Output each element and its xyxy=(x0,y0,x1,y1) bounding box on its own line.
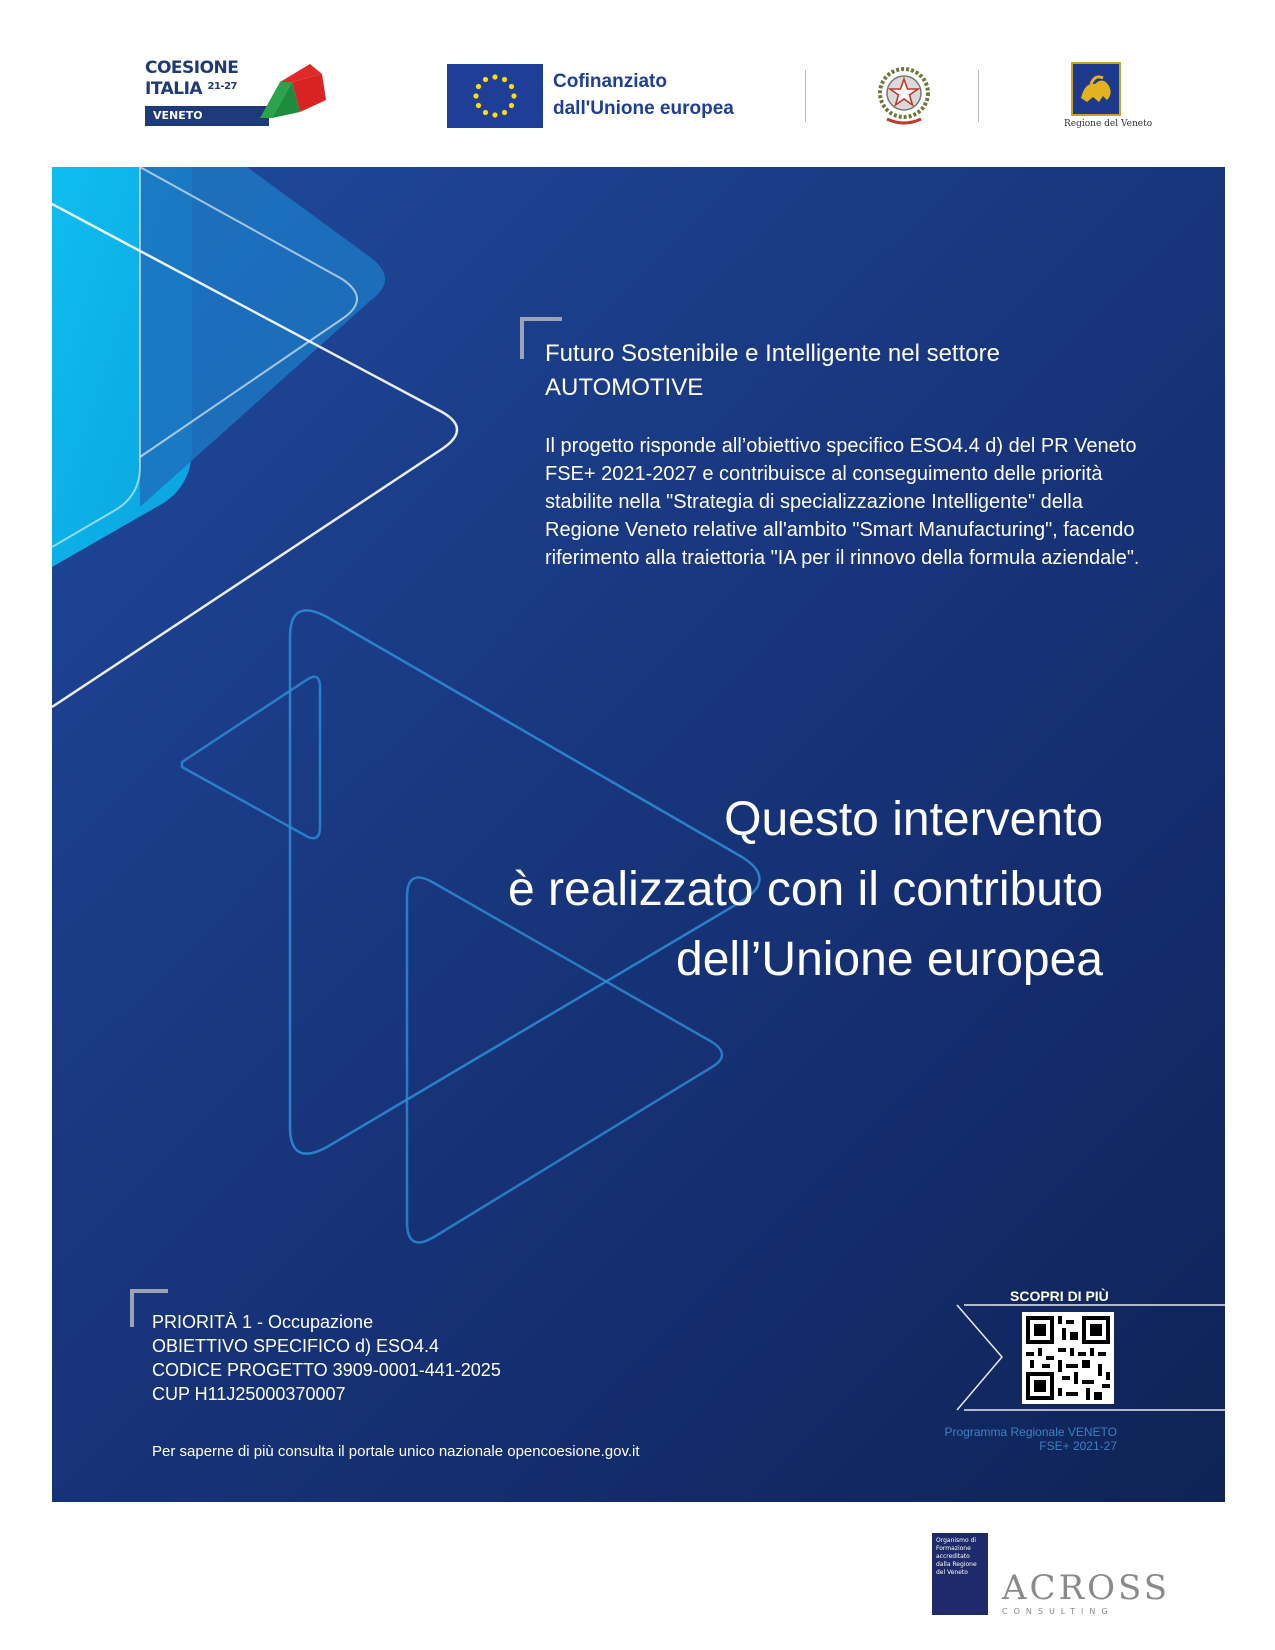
portal-text: Per saperne di più consulta il portale unico nazionale opencoesione.gov.it xyxy=(152,1443,640,1460)
regione-label: Regione del Veneto xyxy=(1064,119,1153,129)
main-panel xyxy=(52,167,1225,1502)
priority: PRIORITÀ 1 - Occupazione xyxy=(152,1312,374,1332)
project-title: Futuro Sostenibile e Intelligente nel settore AUTOMOTIVE xyxy=(545,340,1000,401)
coesione-italia-logo xyxy=(145,60,325,132)
divider xyxy=(805,70,806,122)
scopri-label: SCOPRI DI PIÙ xyxy=(1010,1288,1109,1304)
logo-bar xyxy=(0,0,1275,150)
across-consulting-logo xyxy=(932,1533,1172,1618)
regione-veneto-logo xyxy=(1064,62,1153,134)
brand-name: ACROSS xyxy=(1002,1568,1171,1608)
lion-of-st-mark-icon xyxy=(1071,62,1121,116)
divider xyxy=(978,70,979,122)
qr-code-icon xyxy=(1022,1312,1114,1404)
objective: OBIETTIVO SPECIFICO d) ESO4.4 xyxy=(152,1336,440,1356)
italian-republic-emblem-icon xyxy=(873,63,935,133)
project-details xyxy=(152,1310,501,1406)
coesione-line1: COESIONE xyxy=(145,58,239,78)
brand-sub: CONSULTING xyxy=(1002,1607,1114,1616)
coesione-line2: ITALIA $^{21-27}$ xyxy=(145,79,237,99)
cup-code: CUP H11J25000370007 xyxy=(152,1384,346,1404)
qr-code[interactable] xyxy=(1022,1312,1114,1404)
program-label: Programma Regionale VENETO FSE+ 2021-27 xyxy=(944,1425,1117,1453)
accredited-box: Organismo di Formazione accreditato dalla Regione del Veneto xyxy=(932,1533,988,1615)
project-code: CODICE PROGETTO 3909-0001-441-2025 xyxy=(152,1360,501,1380)
eu-cofinanced-text: Cofinanziato dall'Unione europea xyxy=(553,71,734,119)
coesione-arrow-icon xyxy=(250,60,330,126)
headline: Questo intervento è realizzato con il contributo dell’Unione europea xyxy=(508,793,1103,986)
project-description: Il progetto risponde all’obiettivo specifico ESO4.4 d) del PR Veneto FSE+ 2021-2027 e contribuisce al conseguimento delle priorità stabilite nella "Strategia di specializzazione Intelligente" della Regione Veneto relative all'ambito "Smart Manufacturing", facendo riferimento alla traiettoria "IA per il rinnovo della formula aziendale". xyxy=(545,435,1140,569)
eu-flag xyxy=(447,64,543,128)
eu-stars-icon xyxy=(447,64,543,128)
coesione-region: VENETO xyxy=(145,106,269,126)
